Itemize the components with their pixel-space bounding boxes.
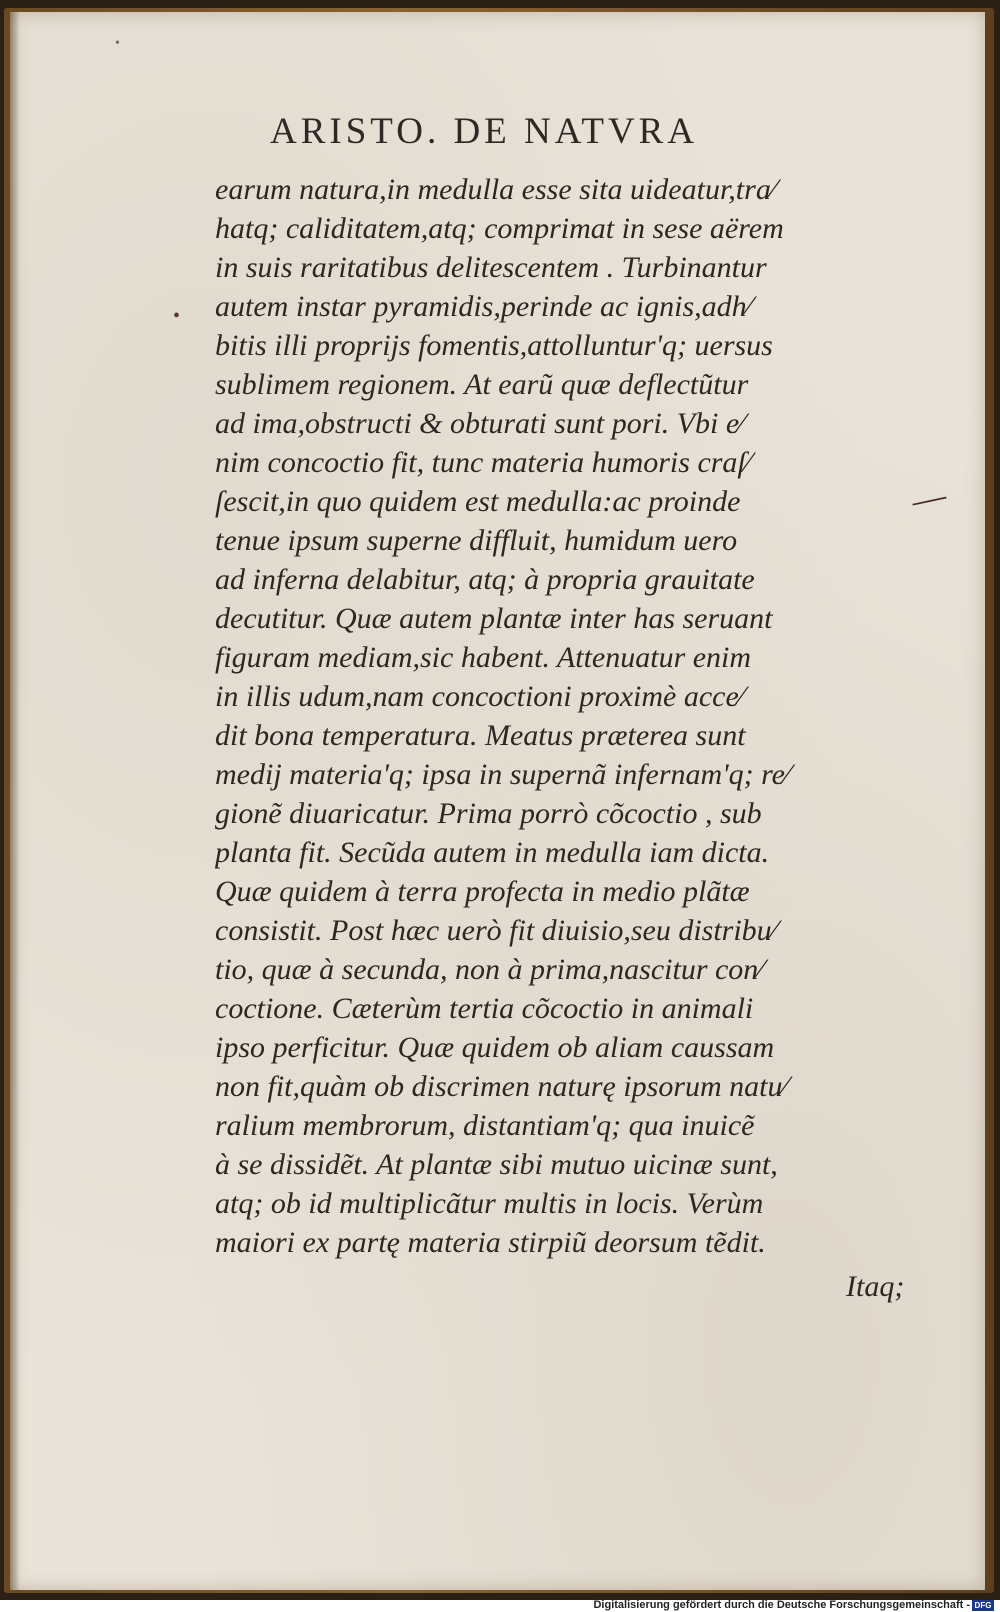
text-line: ad ima,obstructi & obturati sunt pori. Vbi e⁄ [215,407,745,440]
gutter-shadow [10,12,20,1590]
dfg-logo: DFG [972,1600,994,1611]
text-line: tio, quæ à secunda, non à prima,nascitur con⁄ [215,953,764,986]
footer-credit: Digitalisierung gefördert durch die Deutsche Forschungsgemeinschaft - [593,1599,970,1611]
text-line: bitis illi proprijs fomentis,attolluntur'q; uersus [215,329,773,362]
text-line: gionẽ diuaricatur. Prima porrò cõcoctio , sub [215,797,762,830]
text-line: in suis raritatibus delitescentem . Turbinantur [215,251,767,284]
text-line: planta fit. Secũda autem in medulla iam dicta. [215,836,770,869]
text-line: Quæ quidem à terra profecta in medio plãtæ [215,875,750,908]
text-line: dit bona temperatura. Meatus præterea sunt [215,719,746,752]
text-line: autem instar pyramidis,perinde ac ignis,adh⁄ [215,290,752,323]
footer-bar [0,1600,1000,1612]
body-text [215,170,915,1262]
margin-speck: • [115,36,120,51]
text-line: figuram mediam,sic habent. Attenuatur enim [215,641,752,674]
text-line: coctione. Cæterùm tertia cõcoctio in animali [215,992,754,1025]
running-head: ARISTO. DE NATVRA [270,111,699,152]
text-line: hatq; caliditatem,atq; comprimat in sese aërem [215,212,784,245]
text-line: ipso perficitur. Quæ quidem ob aliam caussam [215,1031,775,1064]
margin-pen-mark: — [908,476,950,521]
text-line: tenue ipsum superne diffluit, humidum uero [215,524,738,557]
text-line: nim concoctio fit, tunc materia humoris craſ⁄ [215,446,751,479]
text-line: medij materia'q; ipsa in supernã infernam'q; re⁄ [215,758,791,791]
text-line: sublimem regionem. At earũ quæ deflectũtur [215,368,749,401]
text-line: consistit. Post hæc uerò fit diuisio,seu distribu⁄ [215,914,777,947]
text-line: earum natura,in medulla esse sita uideatur,tra⁄ [215,173,776,206]
text-line: maiori ex partę materia stirpiũ deorsum tẽdit. [215,1226,766,1259]
text-line: ad inferna delabitur, atq; à propria grauitate [215,563,755,596]
text-line: à se dissidẽt. At plantæ sibi mutuo uicinæ sunt, [215,1148,778,1181]
text-line: decutitur. Quæ autem plantæ inter has seruant [215,602,773,635]
catchword: Itaq; [846,1270,905,1303]
text-line: ſescit,in quo quidem est medulla:ac proinde [215,485,741,518]
text-line: atq; ob id multiplicãtur multis in locis. Verùm [215,1187,764,1220]
text-line: in illis udum,nam concoctioni proximè acce⁄ [215,680,744,713]
text-line: ralium membrorum, distantiam'q; qua inuicẽ [215,1109,755,1142]
text-line: non fit,quàm ob discrimen naturę ipsorum natu⁄ [215,1070,788,1103]
margin-dot-mark: • [173,305,181,327]
